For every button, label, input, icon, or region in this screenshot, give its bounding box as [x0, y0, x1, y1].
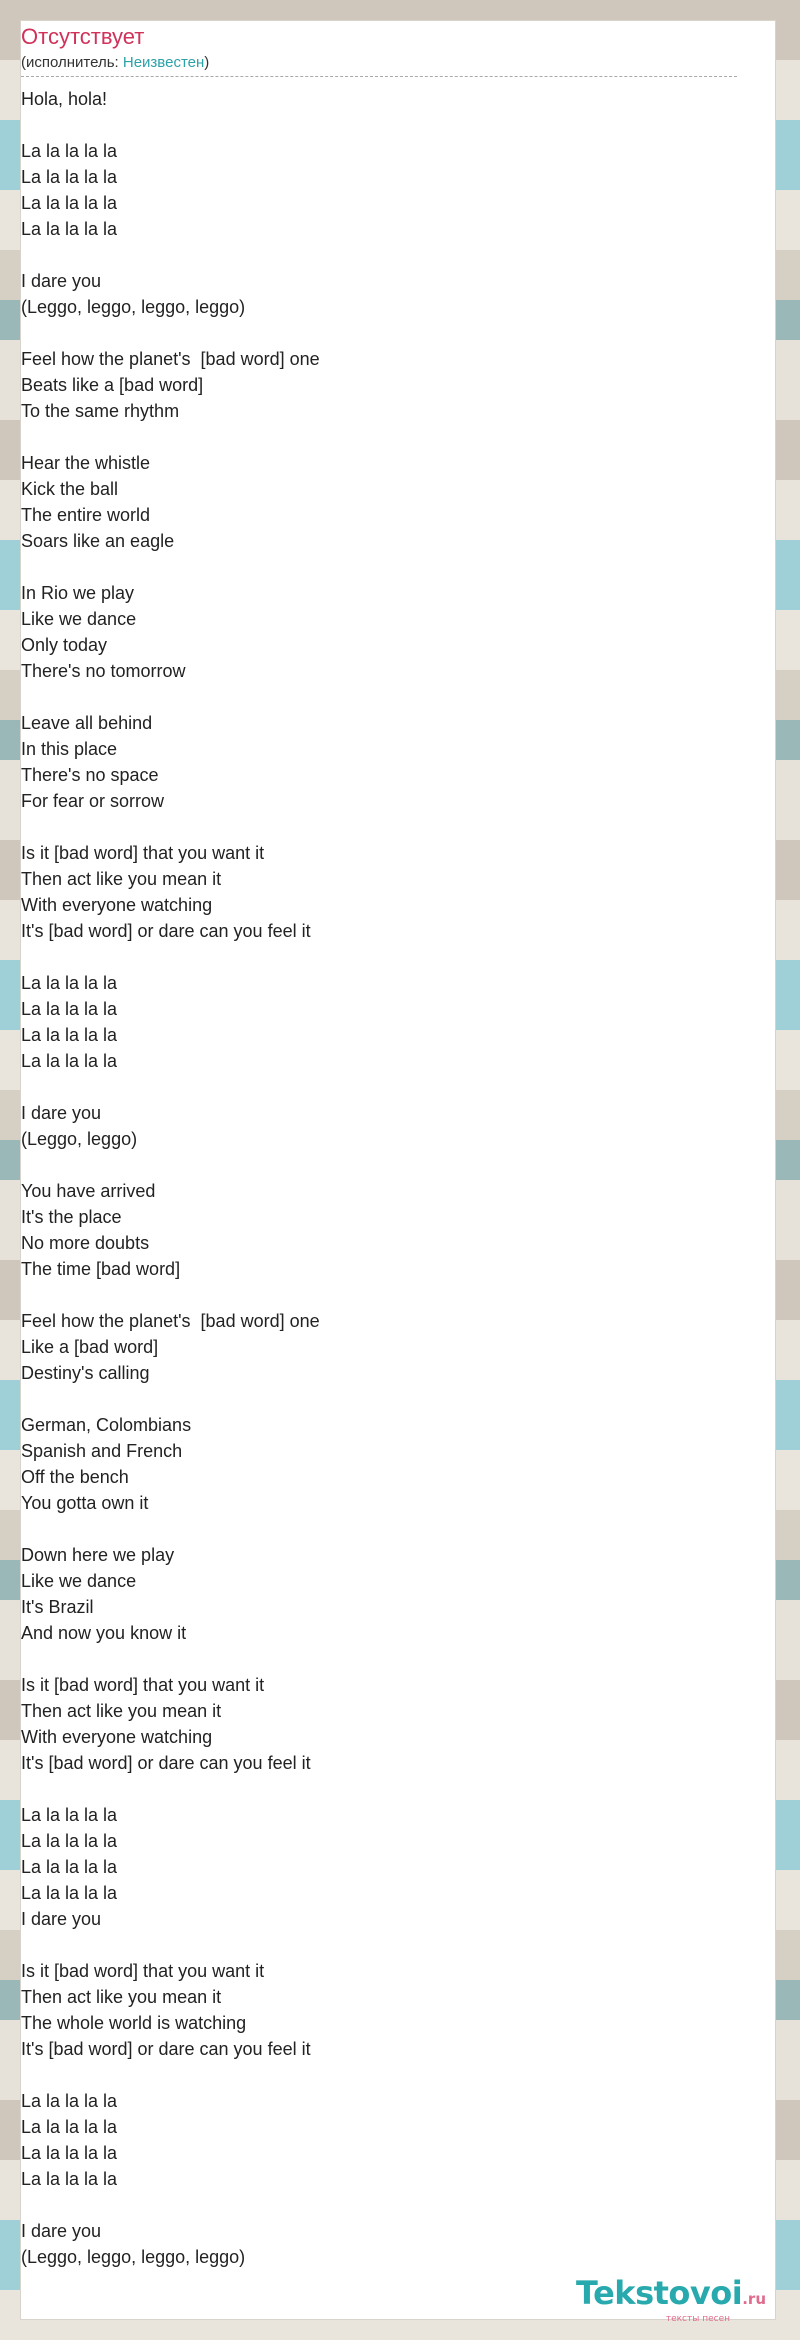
performer-prefix: (исполнитель:: [21, 54, 123, 71]
lyric-line: To the same rhythm: [21, 401, 180, 421]
lyric-line: Spanish and French: [21, 1441, 183, 1461]
lyric-line: Kick the ball: [21, 479, 119, 499]
lyric-line: You have arrived: [21, 1181, 156, 1201]
lyric-line: La la la la la: [21, 2169, 118, 2189]
lyric-blank-line: [21, 944, 737, 970]
lyric-line: Is it [bad word] that you want it: [21, 1961, 265, 1981]
lyric-line: The entire world: [21, 505, 151, 525]
lyric-line: There's no space: [21, 765, 159, 785]
logo-name: Tekstovoi: [576, 2274, 743, 2312]
lyric-blank-line: [21, 814, 737, 840]
lyric-blank-line: [21, 684, 737, 710]
lyric-line: La la la la la: [21, 167, 118, 187]
lyric-line: Destiny's calling: [21, 1363, 150, 1383]
lyric-blank-line: [21, 2062, 737, 2088]
lyric-line: Is it [bad word] that you want it: [21, 1675, 265, 1695]
lyric-line: Hola, hola!: [21, 89, 108, 109]
lyric-line: Feel how the planet's [bad word] one: [21, 349, 320, 369]
lyric-line: La la la la la: [21, 1831, 118, 1851]
lyric-line: Only today: [21, 635, 108, 655]
lyric-line: Like a [bad word]: [21, 1337, 159, 1357]
lyric-line: La la la la la: [21, 141, 118, 161]
lyric-line: Then act like you mean it: [21, 1701, 222, 1721]
lyric-line: La la la la la: [21, 1883, 118, 1903]
lyric-line: In this place: [21, 739, 118, 759]
lyric-blank-line: [21, 1776, 737, 1802]
lyric-line: La la la la la: [21, 2117, 118, 2137]
lyric-blank-line: [21, 1282, 737, 1308]
performer-line: [21, 53, 737, 73]
lyric-line: Then act like you mean it: [21, 869, 222, 889]
lyric-line: Feel how the planet's [bad word] one: [21, 1311, 320, 1331]
song-title: Отсутствует: [21, 24, 145, 49]
lyric-line: Then act like you mean it: [21, 1987, 222, 2007]
lyric-line: It's [bad word] or dare can you feel it: [21, 921, 311, 941]
lyrics-text: [21, 86, 737, 2270]
lyric-blank-line: [21, 1152, 737, 1178]
lyric-blank-line: [21, 1932, 737, 1958]
lyric-blank-line: [21, 1074, 737, 1100]
logo-tld: .ru: [742, 2290, 766, 2308]
lyric-line: La la la la la: [21, 973, 118, 993]
lyric-blank-line: [21, 320, 737, 346]
lyric-blank-line: [21, 1646, 737, 1672]
lyric-line: La la la la la: [21, 2143, 118, 2163]
lyric-line: Off the bench: [21, 1467, 129, 1487]
lyric-line: In Rio we play: [21, 583, 135, 603]
lyric-line: Beats like a [bad word]: [21, 375, 204, 395]
lyric-line: For fear or sorrow: [21, 791, 165, 811]
lyric-line: You gotta own it: [21, 1493, 149, 1513]
lyric-blank-line: [21, 1386, 737, 1412]
lyric-line: German, Colombians: [21, 1415, 192, 1435]
lyric-blank-line: [21, 554, 737, 580]
logo-tagline: тексты песен: [665, 2314, 730, 2324]
lyric-line: (Leggo, leggo): [21, 1129, 138, 1149]
lyric-line: La la la la la: [21, 2091, 118, 2111]
lyric-line: La la la la la: [21, 1025, 118, 1045]
lyric-line: La la la la la: [21, 999, 118, 1019]
lyric-blank-line: [21, 112, 737, 138]
lyric-line: I dare you: [21, 271, 102, 291]
lyric-line: It's [bad word] or dare can you feel it: [21, 1753, 311, 1773]
lyric-line: Down here we play: [21, 1545, 175, 1565]
lyric-line: (Leggo, leggo, leggo, leggo): [21, 2247, 246, 2267]
lyric-line: I dare you: [21, 2221, 102, 2241]
lyric-line: Like we dance: [21, 609, 137, 629]
lyric-line: The time [bad word]: [21, 1259, 181, 1279]
lyric-line: There's no tomorrow: [21, 661, 186, 681]
lyric-line: Leave all behind: [21, 713, 153, 733]
lyric-line: (Leggo, leggo, leggo, leggo): [21, 297, 246, 317]
performer-suffix: ): [204, 54, 210, 71]
lyric-blank-line: [21, 1516, 737, 1542]
lyric-line: Hear the whistle: [21, 453, 151, 473]
lyric-line: With everyone watching: [21, 1727, 213, 1747]
lyric-blank-line: [21, 424, 737, 450]
artist-link[interactable]: Неизвестен: [122, 54, 205, 71]
lyric-line: Soars like an eagle: [21, 531, 175, 551]
lyric-line: La la la la la: [21, 1805, 118, 1825]
lyric-line: No more doubts: [21, 1233, 150, 1253]
header-divider: [21, 76, 737, 77]
lyric-line: La la la la la: [21, 1051, 118, 1071]
lyric-line: Is it [bad word] that you want it: [21, 843, 265, 863]
lyric-line: I dare you: [21, 1909, 102, 1929]
lyric-line: Like we dance: [21, 1571, 137, 1591]
lyric-line: And now you know it: [21, 1623, 187, 1643]
lyric-line: It's [bad word] or dare can you feel it: [21, 2039, 311, 2059]
lyric-blank-line: [21, 242, 737, 268]
lyric-line: With everyone watching: [21, 895, 213, 915]
lyric-line: It's Brazil: [21, 1597, 94, 1617]
site-logo[interactable]: [576, 2275, 766, 2324]
lyric-line: It's the place: [21, 1207, 122, 1227]
song-header: [21, 22, 737, 77]
lyric-line: La la la la la: [21, 219, 118, 239]
lyric-line: The whole world is watching: [21, 2013, 247, 2033]
lyric-blank-line: [21, 2192, 737, 2218]
lyric-line: I dare you: [21, 1103, 102, 1123]
lyric-line: La la la la la: [21, 193, 118, 213]
logo-wordmark: [576, 2275, 766, 2317]
lyric-line: La la la la la: [21, 1857, 118, 1877]
